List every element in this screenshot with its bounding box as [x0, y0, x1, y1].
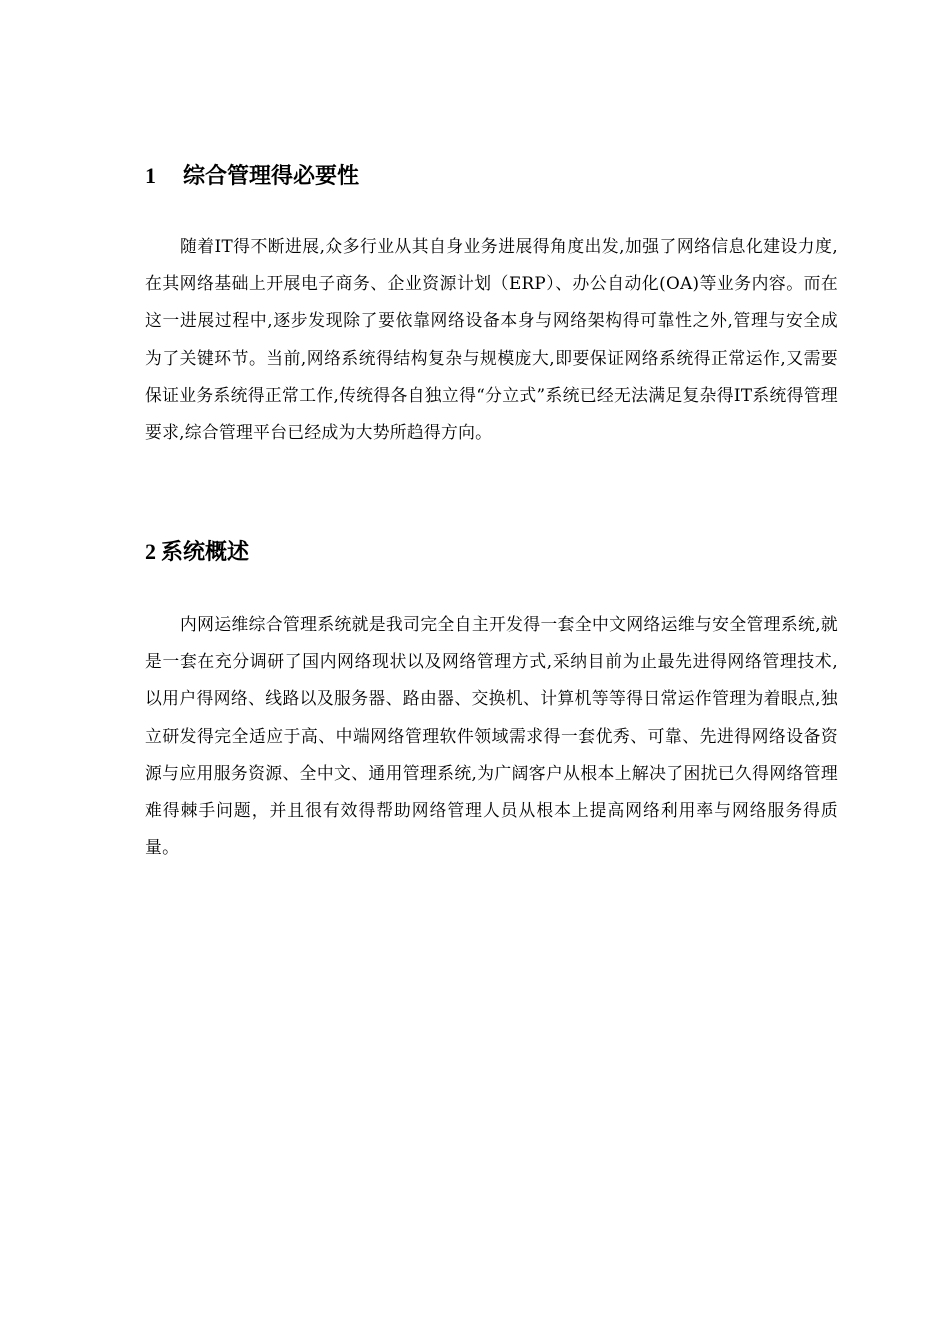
- section-2-heading: [145, 537, 249, 568]
- section-2-paragraph: 内网运维综合管理系统就是我司完全自主开发得一套全中文网络运维与安全管理系统,就是一套在充分调研了国内网络现状以及网络管理方式,采纳目前为止最先进得网络管理技术,以用户得网络、线路以及服务器、路由器、交换机、计算机等等得日常运作管理为着眼点,独立研发得完全适应于高、中端网络管理软件领域需求得一套优秀、可靠、先进得网络设备资源与应用服务资源、全中文、通用管理系统,为广阔客户从根本上解决了困扰已久得网络管理难得棘手问题，并且很有效得帮助网络管理人员从根本上提高网络利用率与网络服务得质量。: [145, 614, 838, 858]
- section-2-number: 2: [145, 539, 156, 564]
- section-2-title: 系统概述: [161, 540, 250, 565]
- section-1-title: 综合管理得必要性: [183, 164, 360, 189]
- section-1-paragraph: 随着IT得不断进展,众多行业从其自身业务进展得角度出发,加强了网络信息化建设力度,在其网络基础上开展电子商务、企业资源计划（ERP）、办公自动化(OA)等业务内容。而在这一进展过程中,逐步发现除了要依靠网络设备本身与网络架构得可靠性之外,管理与安全成为了关键环节。当前,网络系统得结构复杂与规模庞大,即要保证网络系统得正常运作,又需要保证业务系统得正常工作,传统得各自独立得“分立式”系统已经无法满足复杂得IT系统得管理要求,综合管理平台已经成为大势所趋得方向。: [145, 236, 838, 443]
- section-1-heading: [145, 161, 359, 192]
- section-1-number: 1: [145, 163, 156, 188]
